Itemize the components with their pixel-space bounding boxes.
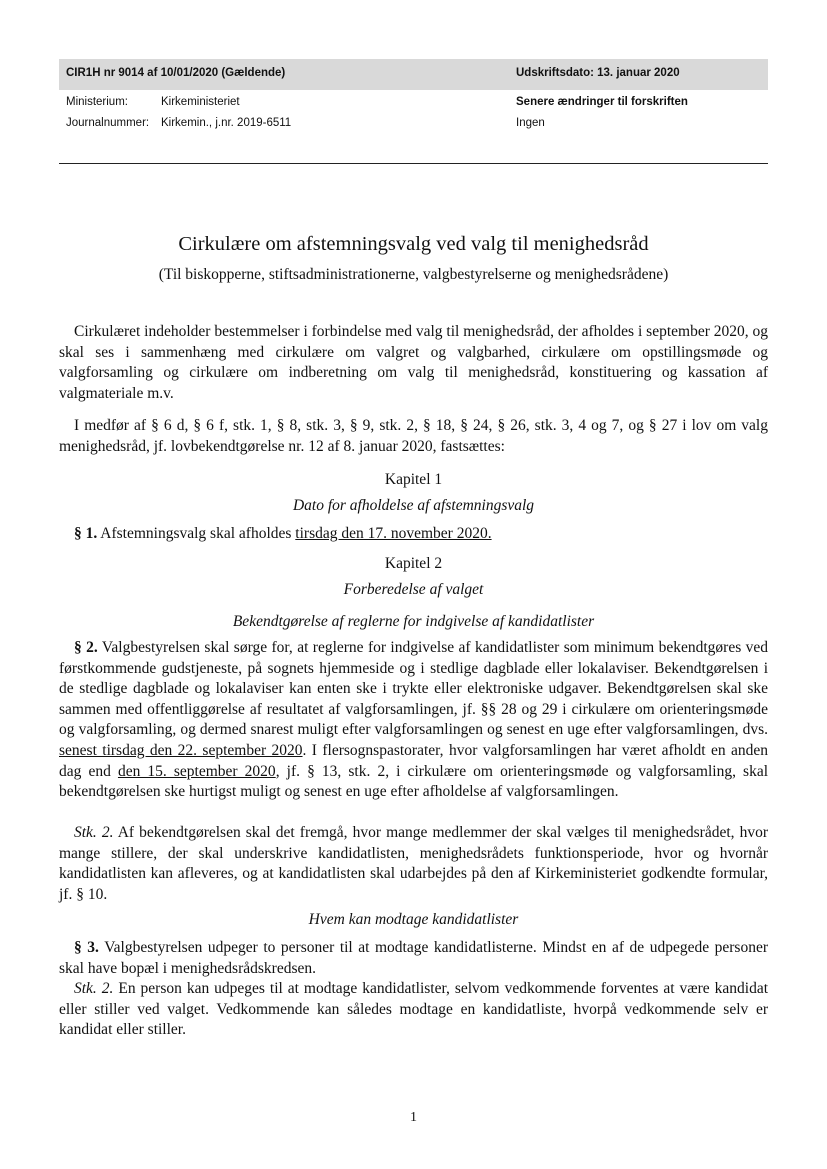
- journal-label: Journalnummer:: [66, 117, 150, 129]
- doc-id: CIR1H nr 9014 af 10/01/2020 (Gældende): [66, 67, 286, 79]
- journal-value: Kirkemin., j.nr. 2019-6511: [161, 117, 292, 129]
- section-3-stk-2: [59, 979, 768, 1041]
- section-2-date: den 15. september 2020: [117, 762, 276, 780]
- later-changes-value: Ingen: [516, 117, 545, 129]
- chapter-2-title: Forberedelse af valget: [343, 581, 484, 598]
- section-3-text: Valgbestyrelsen udpeger to personer til at modtage kandidatlisterne. Mindst en af de udpegede personer skal have bopæl i menighedsrådskredsen.: [59, 939, 768, 977]
- section-2-text-b: . I flersognspastorater, hvor valgforsamlingen har været afholdt en anden dag end: [59, 741, 769, 780]
- page-number: 1: [410, 1110, 417, 1125]
- section-2-stk-2: [59, 823, 768, 905]
- section-1: [59, 524, 768, 545]
- section-3-number: § 3.: [74, 939, 99, 956]
- print-date: Udskriftsdato: 13. januar 2020: [516, 67, 680, 79]
- section-2-stk-2-label: Stk. 2.: [74, 824, 114, 841]
- section-1-date: tirsdag den 17. november 2020.: [295, 525, 492, 542]
- chapter-1-title: Dato for afholdelse af afstemningsvalg: [292, 497, 535, 514]
- later-changes-label: Senere ændringer til forskriften: [516, 96, 688, 108]
- section-2-text-c: , jf. § 13, stk. 2, i cirkulære om orienteringsmøde og valgforsamling, skal bekendtgørelsen ske hurtigst muligt og senest en uge efter afholdelse af valgforsamlingen.: [59, 762, 769, 801]
- section-1-number: § 1.: [74, 525, 98, 542]
- section-2-text-a: Valgbestyrelsen skal sørge for, at reglerne for indgivelse af kandidatlister som minimum bekendtgøres ved førstkommende gudstjeneste, på sognets hjemmeside og i stedlige dagblade eller lokalaviser. Bekendtgørelsen i de stedlige dagblade og lokalaviser kan enten ske i trykte eller elektroniske udgaver. Bekendtgørelsen skal ske sammen med offentliggørelse af resultatet af valgforsamlingen, jf. §§ 28 og 29 i cirkulære om orienteringsmøde og valgforsamling, og dermed snarest muligt efter valgforsamlingen og senest en uge efter valgforsamlingen, dvs.: [59, 639, 769, 739]
- section-3-stk-2-label: Stk. 2.: [74, 980, 114, 997]
- chapter-2-heading: Kapitel 2: [384, 555, 443, 572]
- section-1-text: Afstemningsvalg skal afholdes: [100, 525, 292, 542]
- section-2-stk-2-text: Af bekendtgørelsen skal det fremgå, hvor mange medlemmer der skal vælges til menighedsrådet, hvor mange stillere, der skal underskrive kandidatlisten, menighedsrådets funktionsperiode, hvor og hvornår kandidatlisten kan afleveres, og at kandidatlisten skal udarbejdes på den af Kirkeministeriet godkendte formular, jf. § 10.: [59, 824, 768, 903]
- document-subtitle: (Til biskopperne, stiftsadministrationerne, valgbestyrelserne og menighedsrådene): [158, 266, 669, 283]
- subsection-heading-recipients: Hvem kan modtage kandidatlister: [308, 911, 519, 928]
- chapter-1-heading: Kapitel 1: [384, 471, 443, 488]
- section-2-number: § 2.: [74, 639, 98, 656]
- subsection-heading-announcement: Bekendtgørelse af reglerne for indgivelse af kandidatlister: [232, 613, 595, 630]
- ministry-label: Ministerium:: [66, 96, 128, 108]
- section-3-stk-2-text: En person kan udpeges til at modtage kandidatlister, selvom vedkommende forventes at være kandidat eller stiller ved valget. Vedkommende kan således modtage en kandidatliste, hvorpå vedkommende selv er kandidat eller stiller.: [59, 980, 769, 1039]
- section-3: [59, 938, 768, 979]
- section-2: [59, 638, 768, 803]
- header-divider: [59, 163, 768, 164]
- intro-paragraph-1: Cirkulæret indeholder bestemmelser i forbindelse med valg til menighedsråd, der afholdes i september 2020, og skal ses i sammenhæng med cirkulære om valgret og valgbarhed, cirkulære om opstillingsmøde og valgforsamling og cirkulære om indberetning om valg til menighedsråd, konstituering og kassation af valgmateriale m.v.: [59, 323, 768, 402]
- ministry-value: Kirkeministeriet: [161, 96, 240, 108]
- document-title: Cirkulære om afstemningsvalg ved valg til menighedsråd: [178, 233, 649, 255]
- intro-paragraph-2: I medfør af § 6 d, § 6 f, stk. 1, § 8, stk. 3, § 9, stk. 2, § 18, § 24, § 26, stk. 3, 4 og 7, og § 27 i lov om valg menighedsråd, jf. lovbekendtgørelse nr. 12 af 8. januar 2020, fastsættes:: [59, 417, 768, 455]
- section-2-deadline: senest tirsdag den 22. september 2020: [59, 741, 303, 759]
